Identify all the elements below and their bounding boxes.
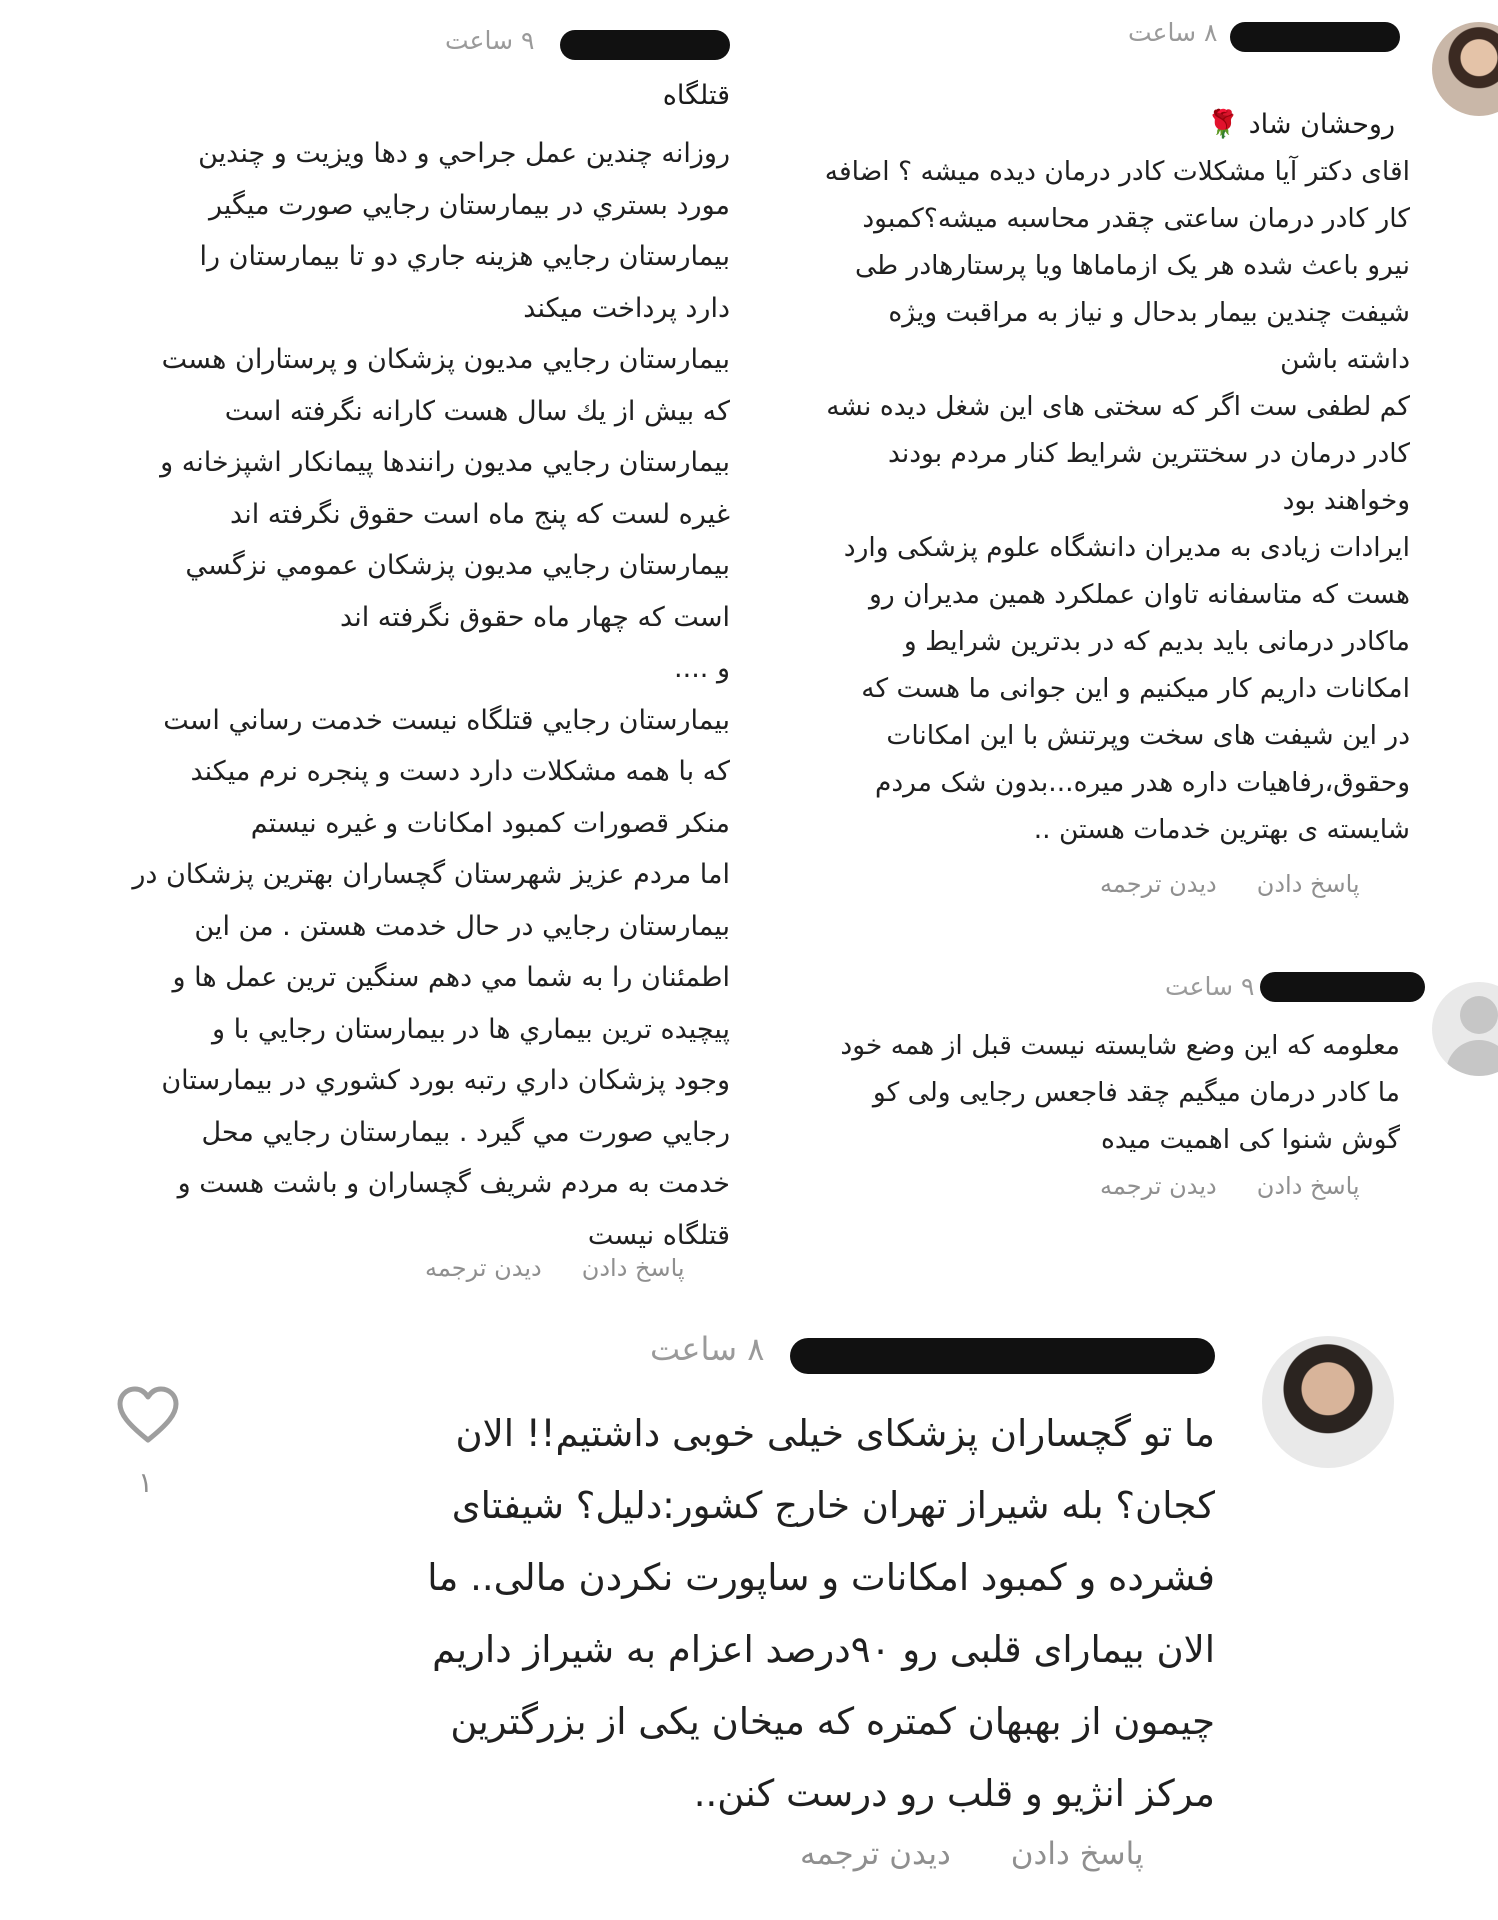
comment-actions: [800, 1836, 1144, 1872]
redacted-username: [1230, 22, 1400, 52]
person-icon-body: [1446, 1040, 1498, 1076]
comment-timestamp: ۸ ساعت: [1128, 18, 1218, 47]
avatar[interactable]: [1432, 22, 1498, 116]
reply-button[interactable]: پاسخ دادن: [581, 1254, 685, 1282]
translate-button[interactable]: دیدن ترجمه: [1100, 870, 1217, 898]
comment-text: ما تو گچساران پزشکای خیلی خوبی داشتیم!! الان کجان؟ بله شیراز تهران خارج کشور:دلیل؟ شیفتای فشرده و کمبود امکانات و ساپورت نکردن مالی.. ما الان بیمارای قلبی رو ۹۰درصد اعزام به شیراز داریم چیمون از بهبهان کمتره که میخان یکی از بزرگترین مرکز انژیو و قلب رو درست کنن..: [427, 1412, 1215, 1815]
person-icon: [1460, 996, 1498, 1034]
redacted-username: [790, 1338, 1215, 1374]
comment-timestamp: ۹ ساعت: [445, 26, 535, 55]
like-count: ۱: [138, 1466, 154, 1499]
avatar[interactable]: [1432, 982, 1498, 1076]
comment-timestamp: ۸ ساعت: [650, 1330, 765, 1368]
translate-button[interactable]: دیدن ترجمه: [425, 1254, 542, 1282]
comment-text: معلومه که این وضع شایسته نیست قبل از همه خود ما کادر درمان میگیم چقد فاجعس رجایی ولی کو گوش شنوا کی اهمیت میده: [840, 1030, 1400, 1155]
reply-button[interactable]: پاسخ دادن: [1256, 870, 1360, 898]
reply-button[interactable]: پاسخ دادن: [1010, 1836, 1144, 1872]
redacted-username: [560, 30, 730, 60]
comment-timestamp: ۹ ساعت: [1165, 972, 1255, 1001]
comment-actions: [1100, 870, 1360, 898]
comment-author-line: قتلگاه: [662, 80, 730, 111]
comment-actions: [1100, 1172, 1360, 1200]
redacted-username: [1260, 972, 1425, 1002]
comment-author-line: روحشان شاد 🌹: [1206, 109, 1395, 140]
translate-button[interactable]: دیدن ترجمه: [1100, 1172, 1217, 1200]
comment-actions: [425, 1254, 685, 1282]
comment-text: روزانه چندين عمل جراحي و دها ويزيت و چندين مورد بستري در بيمارستان رجايي صورت ميگير بيمارستان رجايي هزينه جاري دو تا بيمارستان را دارد پرداخت ميكند بيمارستان رجايي مديون پزشكان و پرستاران هست كه بيش از يك سال هست كارانه نگرفته است بيمارستان رجايي مديون رانندها پيمانكار اشپزخانه و غيره لست كه پنج ماه است حقوق نگرفته اند بيمارستان رجايي مديون پزشكان عمومي نزگسي است كه چهار ماه حقوق نگرفته اند و .... بيمارستان رجايي قتلگاه نيست خدمت رساني است كه با همه مشكلات دارد دست و پنجره نرم ميكند منكر قصورات كمبود امكانات و غيره نيستم اما مردم عزيز شهرستان گچساران بهترين پزشكان در بيمارستان رجايي در حال خدمت هستن . من اين اطمئنان را به شما مي دهم سنگين ترين عمل ها و پيچيده ترين بيماري ها در بيمارستان رجايي با و وجود پزشكان داري رتبه بورد كشوري در بيمارستان رجايي صورت مي گيرد . بيمارستان رجايي محل خدمت به مردم شريف گچساران و باشت هست و قتلگاه نيست: [132, 138, 730, 1251]
heart-outline-icon[interactable]: [116, 1386, 180, 1444]
reply-button[interactable]: پاسخ دادن: [1256, 1172, 1360, 1200]
avatar[interactable]: [1262, 1336, 1394, 1468]
comment-text: اقای دکتر آیا مشکلات کادر درمان دیده میشه ؟ اضافه کار کادر درمان ساعتی چقدر محاسبه میشه؟کمبود نیرو باعث شده هر یک ازماماها ویا پرستارهادر طی شیفت چندین بیمار بدحال و نیاز به مراقبت ویژه داشته باشن کم لطفی ست اگر که سختی های این شغل دیده نشه کادر درمان در سختترین شرایط کنار مردم بودند وخواهند بود ایرادات زیادی به مدیران دانشگاه علوم پزشکی وارد هست که متاسفانه تاوان عملکرد همین مدیران رو ماکادر درمانی باید بدیم که در بدترین شرایط و امکانات داریم کار میکنیم و این جوانی ما هست که در این شیفت های سخت وپرتنش با این امکانات وحقوق،رفاهیات داره هدر میره...بدون شک مردم شایسته ی بهترین خدمات هستن ..: [824, 156, 1410, 845]
translate-button[interactable]: دیدن ترجمه: [800, 1836, 951, 1872]
